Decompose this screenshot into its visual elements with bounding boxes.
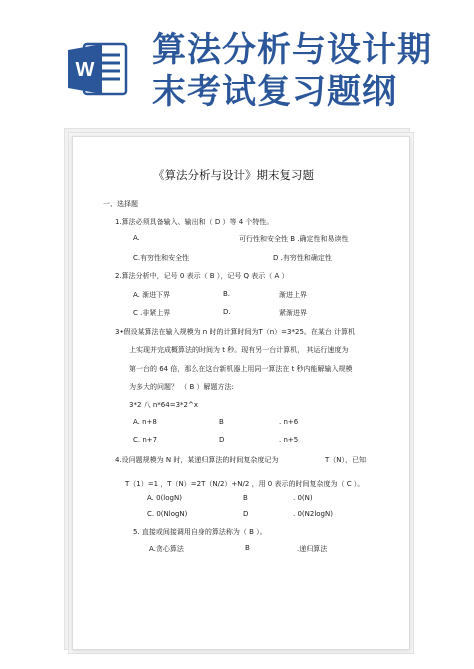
q1-option-d: D .有穷性和确定性 [273, 254, 332, 262]
q5-option-b-letter: B [245, 544, 250, 552]
word-icon [66, 40, 128, 98]
document-title: 《算法分析与设计》期末复习题 [153, 168, 314, 182]
q1-option-a: A. [133, 234, 140, 242]
q4-option-a: A. 0(logN) [147, 494, 182, 502]
q3-line-3: 第一台的 64 倍，那么在这台新机器上用同一算法在 t 秒内能解输入规模 [129, 365, 353, 373]
q5-option-b: .递归算法 [297, 545, 328, 553]
q3-line-2: 上实现并完成概算法的时间为 t 秒。现有另一台计算机， 其运行速度为 [129, 346, 349, 354]
q4-option-d-letter: D [243, 510, 249, 518]
q4-stem: 4.设问题规模为 N 时，某递归算法的时间复杂度记为 [115, 456, 279, 464]
q5-option-a: A.贪心算法 [149, 545, 184, 553]
q3-option-b: . n+6 [279, 418, 299, 426]
q3-line-5: 3*2 八 n*64=3*2^x [129, 401, 198, 409]
q4-line-2: T（1）=1 ，T（N）=2T（N/2）+N/2 ，用 0 表示的时间复杂度为（ C ）。 [125, 480, 365, 488]
banner-title-line-1: 算法分析与设计期 [152, 30, 432, 70]
q3-line-1: 3•假设某算法在输入规模为 n 时的计算时间为T（n）=3*25。在某台 计算机 [115, 328, 356, 336]
q2-option-c: C .非紧上界 [133, 309, 171, 317]
document-page [72, 136, 410, 650]
q1-option-c: C.有穷性和安全性 [133, 254, 190, 262]
q3-line-4: 为多大的问题？ （ B ）解题方法: [129, 383, 234, 391]
banner-title-line-2: 末考试复习题纲 [152, 72, 397, 112]
q4-option-d: . 0(N2logN) [293, 510, 333, 518]
q3-option-a: A. n+8 [133, 418, 157, 426]
q4-option-c: C. 0(NlogN) [147, 510, 188, 518]
svg-text:W: W [75, 59, 95, 81]
q2-option-b-letter: B. [223, 290, 231, 298]
q2-stem: 2.算法分析中，记号 0 表示（ B ），记号 Q 表示（ A ） [115, 272, 289, 280]
q2-option-b: 渐进上界 [279, 291, 307, 299]
q2-option-a: A. 渐进下界 [133, 291, 171, 299]
q4-option-b: . 0(N) [293, 494, 313, 502]
q3-option-d-letter: D [219, 436, 225, 444]
q5-stem: 5. 直接或间接调用自身的算法称为（ B ）。 [133, 528, 267, 536]
section-heading: 一、选择题 [103, 200, 138, 208]
q3-option-d: . n+5 [279, 436, 299, 444]
q2-option-d: 紧渐进界 [279, 309, 307, 317]
q3-option-c: C. n+7 [133, 436, 158, 444]
q4-option-b-letter: B [243, 494, 248, 502]
q1-option-b: 可行性和安全性 B .确定性和易读性 [239, 235, 349, 243]
q3-option-b-letter: B [219, 418, 224, 426]
q1-stem: 1.算法必须具备输入、输出和（ D ）等 4 个特性。 [115, 218, 274, 226]
header-banner [0, 0, 474, 120]
q4-stem-end: T（N），已知 [325, 456, 367, 464]
q2-option-d-letter: D. [223, 308, 231, 316]
